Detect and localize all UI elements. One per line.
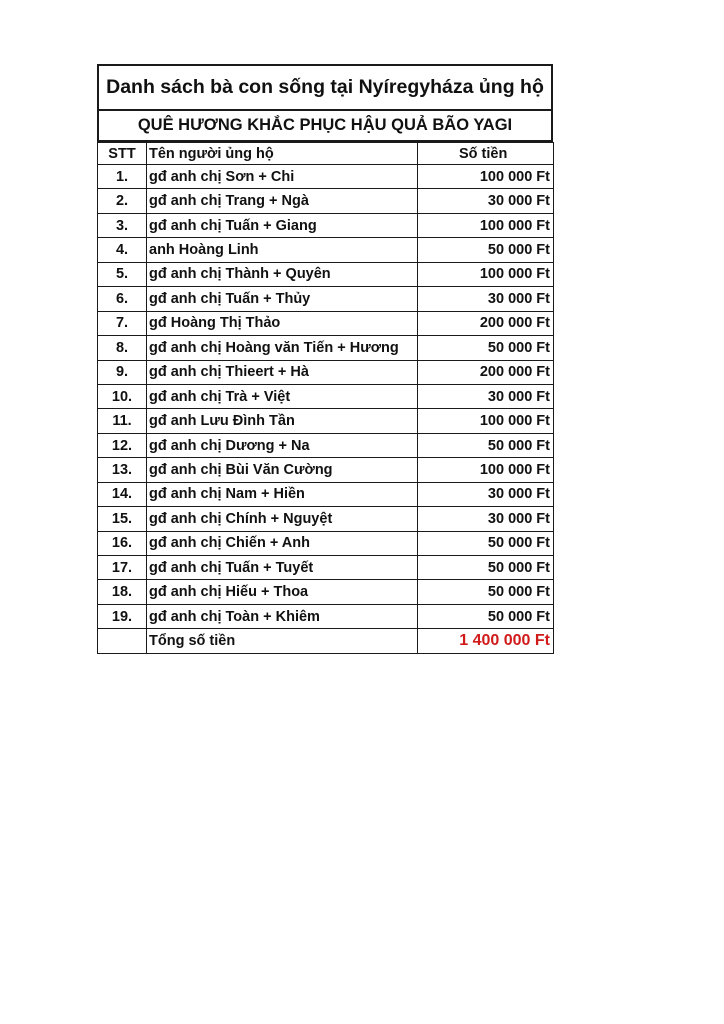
table-row [98, 336, 554, 360]
table-row [98, 580, 554, 604]
row-number: 3. [98, 213, 147, 237]
row-number: 6. [98, 287, 147, 311]
row-number: 19. [98, 604, 147, 628]
total-stt-cell [98, 629, 147, 653]
donation-amount: 50 000 Ft [418, 580, 554, 604]
row-number: 10. [98, 384, 147, 408]
donor-name: gđ anh chị Chính + Nguyệt [147, 507, 418, 531]
donor-name: gđ anh chị Sơn + Chi [147, 165, 418, 189]
table-row [98, 238, 554, 262]
donation-amount: 100 000 Ft [418, 409, 554, 433]
table-row [98, 482, 554, 506]
table-row [98, 604, 554, 628]
donation-amount: 100 000 Ft [418, 213, 554, 237]
donation-amount: 30 000 Ft [418, 384, 554, 408]
total-amount: 1 400 000 Ft [418, 629, 554, 653]
row-number: 2. [98, 189, 147, 213]
donation-amount: 50 000 Ft [418, 336, 554, 360]
donation-amount: 30 000 Ft [418, 287, 554, 311]
table-row [98, 384, 554, 408]
donation-amount: 200 000 Ft [418, 311, 554, 335]
donor-name: gđ anh chị Hiếu + Thoa [147, 580, 418, 604]
donor-name: gđ anh chị Nam + Hiền [147, 482, 418, 506]
table-row [98, 262, 554, 286]
donor-table [97, 142, 554, 654]
table-row [98, 311, 554, 335]
column-header-stt: STT [98, 143, 147, 165]
donor-name: gđ anh chị Toàn + Khiêm [147, 604, 418, 628]
table-row [98, 507, 554, 531]
document-title: Danh sách bà con sống tại Nyíregyháza ủng hộ [97, 64, 553, 111]
row-number: 12. [98, 433, 147, 457]
row-number: 11. [98, 409, 147, 433]
row-number: 17. [98, 556, 147, 580]
donor-name: gđ anh chị Trang + Ngà [147, 189, 418, 213]
donor-name: gđ anh chị Thieert + Hà [147, 360, 418, 384]
row-number: 1. [98, 165, 147, 189]
total-label: Tổng số tiền [147, 629, 418, 653]
donation-amount: 50 000 Ft [418, 531, 554, 555]
donation-amount: 100 000 Ft [418, 262, 554, 286]
donation-amount: 50 000 Ft [418, 604, 554, 628]
table-row [98, 165, 554, 189]
donation-amount: 100 000 Ft [418, 458, 554, 482]
donation-amount: 200 000 Ft [418, 360, 554, 384]
donor-name: gđ anh chị Trà + Việt [147, 384, 418, 408]
donation-amount: 50 000 Ft [418, 238, 554, 262]
row-number: 15. [98, 507, 147, 531]
row-number: 9. [98, 360, 147, 384]
table-row [98, 409, 554, 433]
row-number: 13. [98, 458, 147, 482]
table-row [98, 189, 554, 213]
row-number: 5. [98, 262, 147, 286]
table-row [98, 458, 554, 482]
donor-name: gđ anh chị Tuấn + Tuyết [147, 556, 418, 580]
donor-name: anh Hoàng Linh [147, 238, 418, 262]
document-subtitle: QUÊ HƯƠNG KHẮC PHỤC HẬU QUẢ BÃO YAGI [97, 111, 553, 142]
donor-name: gđ Hoàng Thị Thảo [147, 311, 418, 335]
table-row [98, 287, 554, 311]
row-number: 7. [98, 311, 147, 335]
donation-amount: 100 000 Ft [418, 165, 554, 189]
table-row [98, 531, 554, 555]
donation-amount: 30 000 Ft [418, 189, 554, 213]
donor-name: gđ anh chị Thành + Quyên [147, 262, 418, 286]
donor-name: gđ anh chị Tuấn + Giang [147, 213, 418, 237]
row-number: 14. [98, 482, 147, 506]
donation-amount: 30 000 Ft [418, 482, 554, 506]
donor-name: gđ anh chị Hoàng văn Tiến + Hương [147, 336, 418, 360]
donation-sheet [97, 64, 553, 654]
donation-amount: 50 000 Ft [418, 556, 554, 580]
donor-name: gđ anh chị Dương + Na [147, 433, 418, 457]
donor-name: gđ anh chị Bùi Văn Cường [147, 458, 418, 482]
column-header-name: Tên người ủng hộ [147, 143, 418, 165]
donation-amount: 30 000 Ft [418, 507, 554, 531]
row-number: 16. [98, 531, 147, 555]
table-row [98, 213, 554, 237]
row-number: 18. [98, 580, 147, 604]
donor-name: gđ anh chị Tuấn + Thủy [147, 287, 418, 311]
total-row [98, 629, 554, 653]
row-number: 8. [98, 336, 147, 360]
donor-name: gđ anh Lưu Đình Tần [147, 409, 418, 433]
column-header-amount: Số tiền [418, 143, 554, 165]
table-row [98, 360, 554, 384]
table-row [98, 556, 554, 580]
row-number: 4. [98, 238, 147, 262]
donor-rows [98, 165, 554, 629]
donation-amount: 50 000 Ft [418, 433, 554, 457]
donor-name: gđ anh chị Chiến + Anh [147, 531, 418, 555]
table-header-row [98, 143, 554, 165]
table-row [98, 433, 554, 457]
